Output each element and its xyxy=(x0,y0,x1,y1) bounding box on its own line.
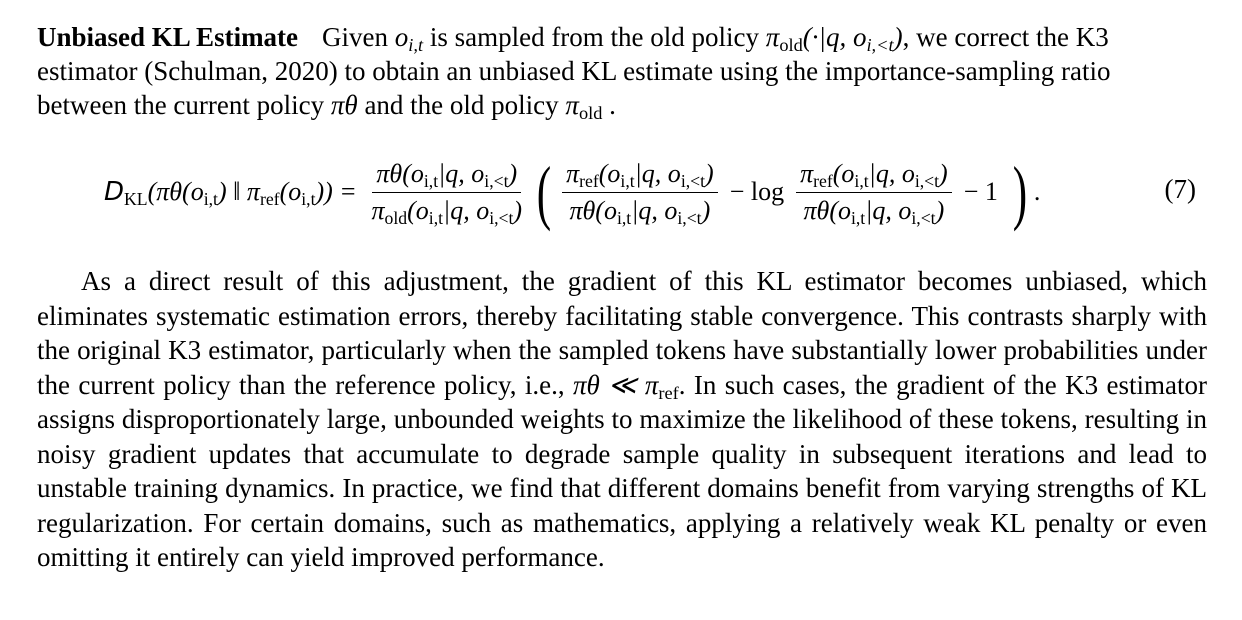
text-segment: . xyxy=(602,90,616,120)
ref-fraction-log: $\frac{\pi_{ref}(o_{i,t}|q, o_{i,<t})}{\pi\theta(o_{i,t}|q, o_{i,<t})}$ xyxy=(796,159,952,226)
ratio-fraction: $\frac{\pi\theta(o_{i,t}|q, o_{i,<t})}{\pi_{old}(o_{i,t}|q, o_{i,<t})}$ xyxy=(371,158,523,228)
math-current-policy: πθ xyxy=(330,90,358,120)
math-old-policy: $\pi_{old}$ xyxy=(565,90,603,124)
paragraph-heading: Unbiased KL Estimate xyxy=(37,22,299,52)
math-symbol: $o_{i,t}$ xyxy=(394,22,424,56)
text-segment: As a direct result of this adjustment, the gradient of this KL estimator becomes unbiased, which eliminates systematic estimation errors, thereby facilitating stable convergence. This contrasts sharply with the original K3 estimator, particularly when the sampled tokens have substantially lower probabilities under the current policy than the reference policy, i.e., xyxy=(37,266,1207,400)
math-inequality: πθ ≪ $\pi_{ref}$ xyxy=(573,369,679,403)
math-old-policy: $\pi_{old}(\cdot|q$, $o_{i,<t}$) xyxy=(765,22,903,56)
text-segment: , we correct the K3 estimator (Schulman, 2020) to obtain an unbiased KL estimate using the importance-sampling ratio between the current policy xyxy=(37,22,1111,120)
minus-one: − 1 xyxy=(963,177,998,206)
text-segment: Given xyxy=(322,22,395,52)
left-paren: ( xyxy=(536,152,552,232)
paragraph-gradient-discussion xyxy=(37,264,1207,575)
text-segment: and the old policy xyxy=(357,90,566,120)
text-segment: . In such cases, the gradient of the K3 estimator assigns disproportionately large, unbounded weights to maximize the likelihood of these tokens, resulting in noisy gradient updates that accumulate to degrade sample quality in subsequent iterations and lead to unstable training dynamics. In practice, we find that different domains benefit from varying strengths of KL regularization. For certain domains, such as mathematics, applying a relatively weak KL penalty or even omitting it entirely can yield improved performance. xyxy=(37,369,1207,572)
ref-fraction: $\frac{\pi_{ref}(o_{i,t}|q, o_{i,<t})}{\pi\theta(o_{i,t}|q, o_{i,<t})}$ xyxy=(562,159,718,226)
equation-7 xyxy=(104,146,1204,238)
equation-period: . xyxy=(1033,177,1041,206)
equation-number: (7) xyxy=(1164,174,1196,204)
equals-sign: = xyxy=(340,177,356,206)
equation-lhs: $D_{KL}(\pi\theta(o_{i,t})$ ‖ $\pi_{ref}(o_{i,t})$) xyxy=(104,177,333,209)
minus-log: − log xyxy=(729,177,785,206)
text-segment: is sampled from the old policy xyxy=(423,22,766,52)
paragraph-unbiased-kl xyxy=(37,20,1207,122)
right-paren: ) xyxy=(1012,152,1028,232)
